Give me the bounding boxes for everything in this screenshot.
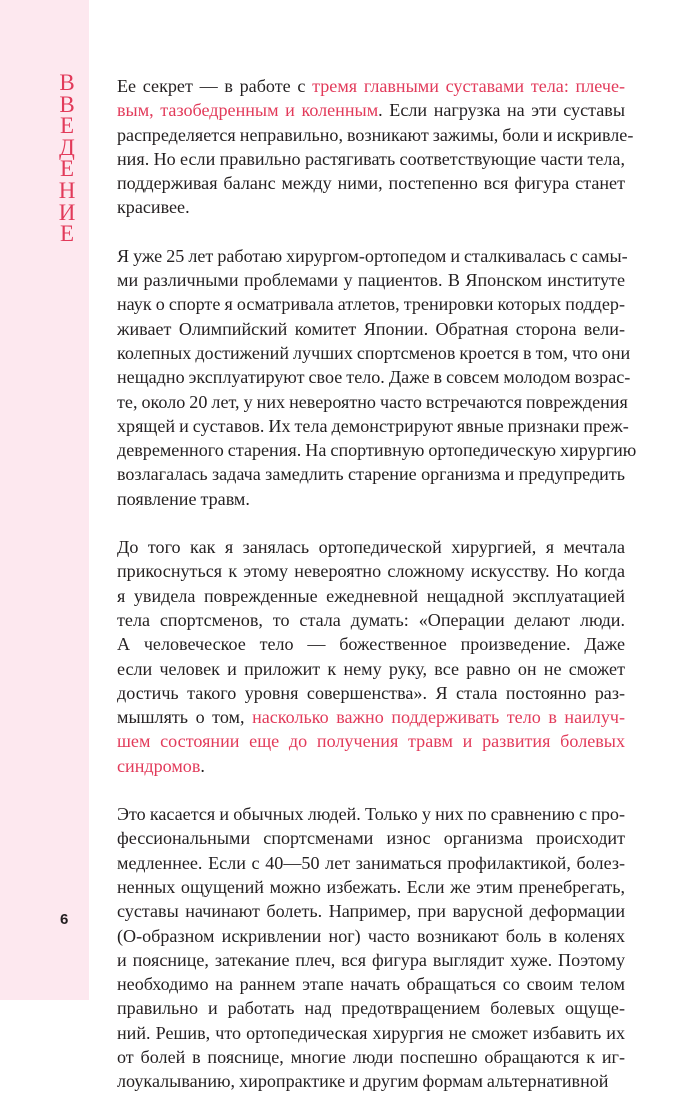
text-line (117, 74, 625, 98)
page-number: 6 (60, 911, 69, 928)
text-line (117, 244, 628, 268)
body-text: медленнее. Если с 40—50 лет заниматься профилактикой, болез- (117, 852, 625, 873)
body-text: я увидела поврежденные ежедневной нещадной эксплуатацией (117, 585, 625, 606)
text-line (117, 390, 628, 414)
text-line (117, 317, 625, 341)
section-title-letter: И (58, 199, 76, 225)
text-line (117, 268, 625, 292)
text-line (117, 584, 625, 608)
text-line (117, 462, 625, 486)
body-text: и пояснице, затекание плеч, вся фигура выглядит хуже. Поэтому (117, 949, 625, 970)
body-text: от болей в пояснице, многие люди поспешно обращаются к иг- (117, 1046, 625, 1067)
section-title-letter: Н (58, 177, 76, 203)
section-title-letter: Е (59, 113, 75, 139)
text-line (117, 851, 625, 875)
body-text: колепных достижений лучших спортсменов кроется в том, что они (117, 342, 631, 363)
text-line (117, 632, 625, 656)
text-line (117, 996, 625, 1020)
body-text: девременного старения. На спортивную ортопедическую хирургию (117, 440, 637, 461)
body-text: Это касается и обычных людей. Только у них по сравнению с про- (117, 804, 625, 825)
text-line (117, 123, 634, 147)
text-line (117, 899, 625, 923)
body-text: прикоснуться к этому невероятно сложному искусству. Но когда (117, 561, 625, 582)
text-line (117, 365, 631, 389)
text-line (117, 1021, 625, 1045)
text-line (117, 681, 625, 705)
body-text: Ее секрет — в работе с (117, 76, 313, 96)
text-line (117, 608, 625, 632)
text-line (117, 1069, 625, 1093)
body-text: те, около 20 лет, у них невероятно часто встречаются повреждения (117, 391, 628, 412)
body-text: До того как я занялась ортопедической хирургией, я мечтала (117, 537, 625, 558)
body-text: . (200, 755, 205, 776)
text-line (117, 147, 625, 171)
highlighted-text: насколько важно поддерживать тело в наилуч- (252, 707, 626, 728)
section-title-letter: В (59, 70, 75, 95)
body-text: тела спортсменов, то стала думать: «Операции делают люди. (117, 609, 625, 630)
text-line (117, 948, 625, 972)
text-line (117, 802, 625, 826)
body-text: наук о спорте я осматривала атлетов, тренировки которых поддер- (117, 294, 625, 315)
text-line (117, 171, 625, 195)
body-text: ми различными проблемами у пациентов. В Японском институте (117, 270, 625, 291)
body-text: возлагалась задача замедлить старение организма и предупредить (117, 464, 625, 485)
text-line (117, 754, 625, 778)
section-title-letter: В (59, 91, 75, 117)
text-line (117, 292, 625, 316)
section-title-letter: Е (59, 221, 75, 247)
text-line (117, 535, 625, 559)
body-text: красивее. (117, 197, 190, 218)
text-line (117, 559, 625, 583)
body-text: фессиональными спортсменами износ организма происходит (117, 828, 625, 849)
text-line (117, 924, 625, 948)
page-body-text (117, 74, 637, 1118)
body-text: суставы начинают болеть. Например, при варусной деформации (117, 901, 625, 922)
body-text: поддерживая баланс между ними, постепенно вся фигура станет (117, 173, 625, 194)
text-line (117, 487, 625, 511)
highlighted-text: вым, тазобедренным и коленным (117, 100, 379, 121)
body-text: хрящей и суставов. Их тела демонстрируют явные признаки преж- (117, 415, 629, 436)
highlighted-text: тремя главными суставами тела: плече- (312, 76, 626, 96)
body-text: необходимо на раннем этапе начать обращаться со своим телом (117, 974, 625, 995)
body-text: ненных ощущений можно избежать. Если же этим пренебрегать, (117, 876, 625, 897)
body-text: Я уже 25 лет работаю хирургом-ортопедом и сталкивалась с самы- (117, 245, 628, 266)
text-line (117, 1045, 625, 1069)
text-line (117, 438, 637, 462)
body-text: нещадно эксплуатируют свое тело. Даже в совсем молодом возрас- (117, 367, 631, 388)
body-text: . Если нагрузка на эти суставы (378, 100, 625, 121)
section-title-letter: Д (59, 134, 75, 160)
section-title-letter: Е (59, 156, 75, 182)
body-text: А человеческое тело — божественное произведение. Даже (117, 634, 625, 655)
text-line (117, 657, 625, 681)
body-text: распределяется неправильно, возникают зажимы, боли и искривле- (117, 124, 634, 145)
body-text: живает Олимпийский комитет Японии. Обратная сторона вели- (117, 318, 625, 339)
text-line (117, 705, 625, 729)
text-line (117, 972, 625, 996)
text-line (117, 826, 625, 850)
body-text: достичь такого уровня совершенства». Я стала постоянно раз- (117, 682, 625, 703)
body-text: появление травм. (117, 488, 250, 509)
highlighted-text: шем состоянии еще до получения травм и развития болевых (117, 731, 625, 752)
body-paragraph (117, 802, 625, 1094)
body-text: мышлять о том, (117, 707, 253, 728)
text-line (117, 875, 625, 899)
body-text: ния. Но если правильно растягивать соответствующие части тела, (117, 148, 625, 169)
body-text: ний. Решив, что ортопедическая хирургия не сможет избавить их (117, 1022, 625, 1043)
text-line (117, 341, 631, 365)
text-line (117, 98, 625, 122)
body-text: лоукалыванию, хиропрактике и другим формам альтернативной (117, 1071, 609, 1092)
body-text: правильно и работать над предотвращением болевых ощуще- (117, 998, 625, 1019)
text-line (117, 414, 629, 438)
section-title-vertical (52, 72, 82, 245)
highlighted-text: синдромов (117, 755, 201, 776)
body-text: если человек и приложит к нему руку, все равно он не сможет (117, 658, 625, 679)
body-text: (О-образном искривлении ног) часто возникают боль в коленях (117, 925, 625, 946)
text-line (117, 195, 625, 219)
body-paragraph (117, 74, 634, 220)
body-paragraph (117, 535, 625, 778)
body-paragraph (117, 244, 637, 511)
text-line (117, 729, 625, 753)
